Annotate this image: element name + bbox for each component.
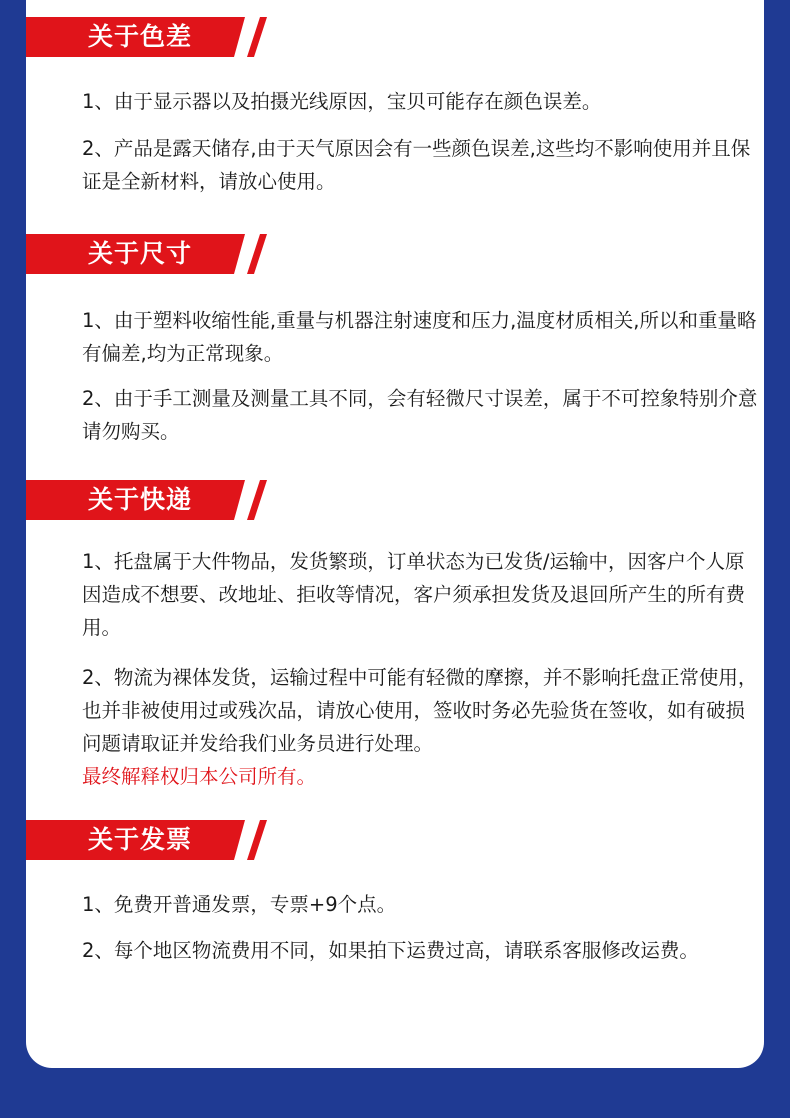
- info-card: [26, 0, 764, 1068]
- section-title: 关于快递: [88, 485, 193, 514]
- section-title: 关于色差: [88, 22, 193, 51]
- section-paragraph: 1、由于塑料收缩性能,重量与机器注射速度和压力,温度材质相关,所以和重量略有偏差,均为正常现象。: [82, 309, 757, 365]
- section-paragraph: 1、免费开普通发票，专票+9个点。: [82, 893, 397, 916]
- section-banner: [26, 234, 288, 274]
- section-paragraph: 1、托盘属于大件物品，发货繁琐，订单状态为已发货/运输中，因客户个人原因造成不想要、改地址、拒收等情况，客户须承担发货及退回所产生的所有费用。: [82, 550, 746, 639]
- section-paragraph: 2、物流为裸体发货，运输过程中可能有轻微的摩擦，并不影响托盘正常使用，也并非被使用过或残次品，请放心使用，签收时务必先验货在签收，如有破损问题请取证并发给我们业务员进行处理。: [82, 666, 758, 755]
- section-paragraph: 2、每个地区物流费用不同，如果拍下运费过高，请联系客服修改运费。: [82, 939, 699, 962]
- section-banner: [26, 480, 288, 520]
- copyright-notice: 最终解释权归本公司所有。: [82, 765, 317, 788]
- section-title: 关于发票: [88, 825, 193, 854]
- section-banner: [26, 17, 288, 57]
- section-title: 关于尺寸: [88, 239, 193, 268]
- section-paragraph: 2、产品是露天储存,由于天气原因会有一些颜色误差,这些均不影响使用并且保证是全新材料，请放心使用。: [82, 137, 751, 193]
- section-banner: [26, 820, 288, 860]
- section-paragraph: 2、由于手工测量及测量工具不同，会有轻微尺寸误差，属于不可控象特别介意请勿购买。: [82, 387, 758, 443]
- section-paragraph: 1、由于显示器以及拍摄光线原因，宝贝可能存在颜色误差。: [82, 90, 602, 113]
